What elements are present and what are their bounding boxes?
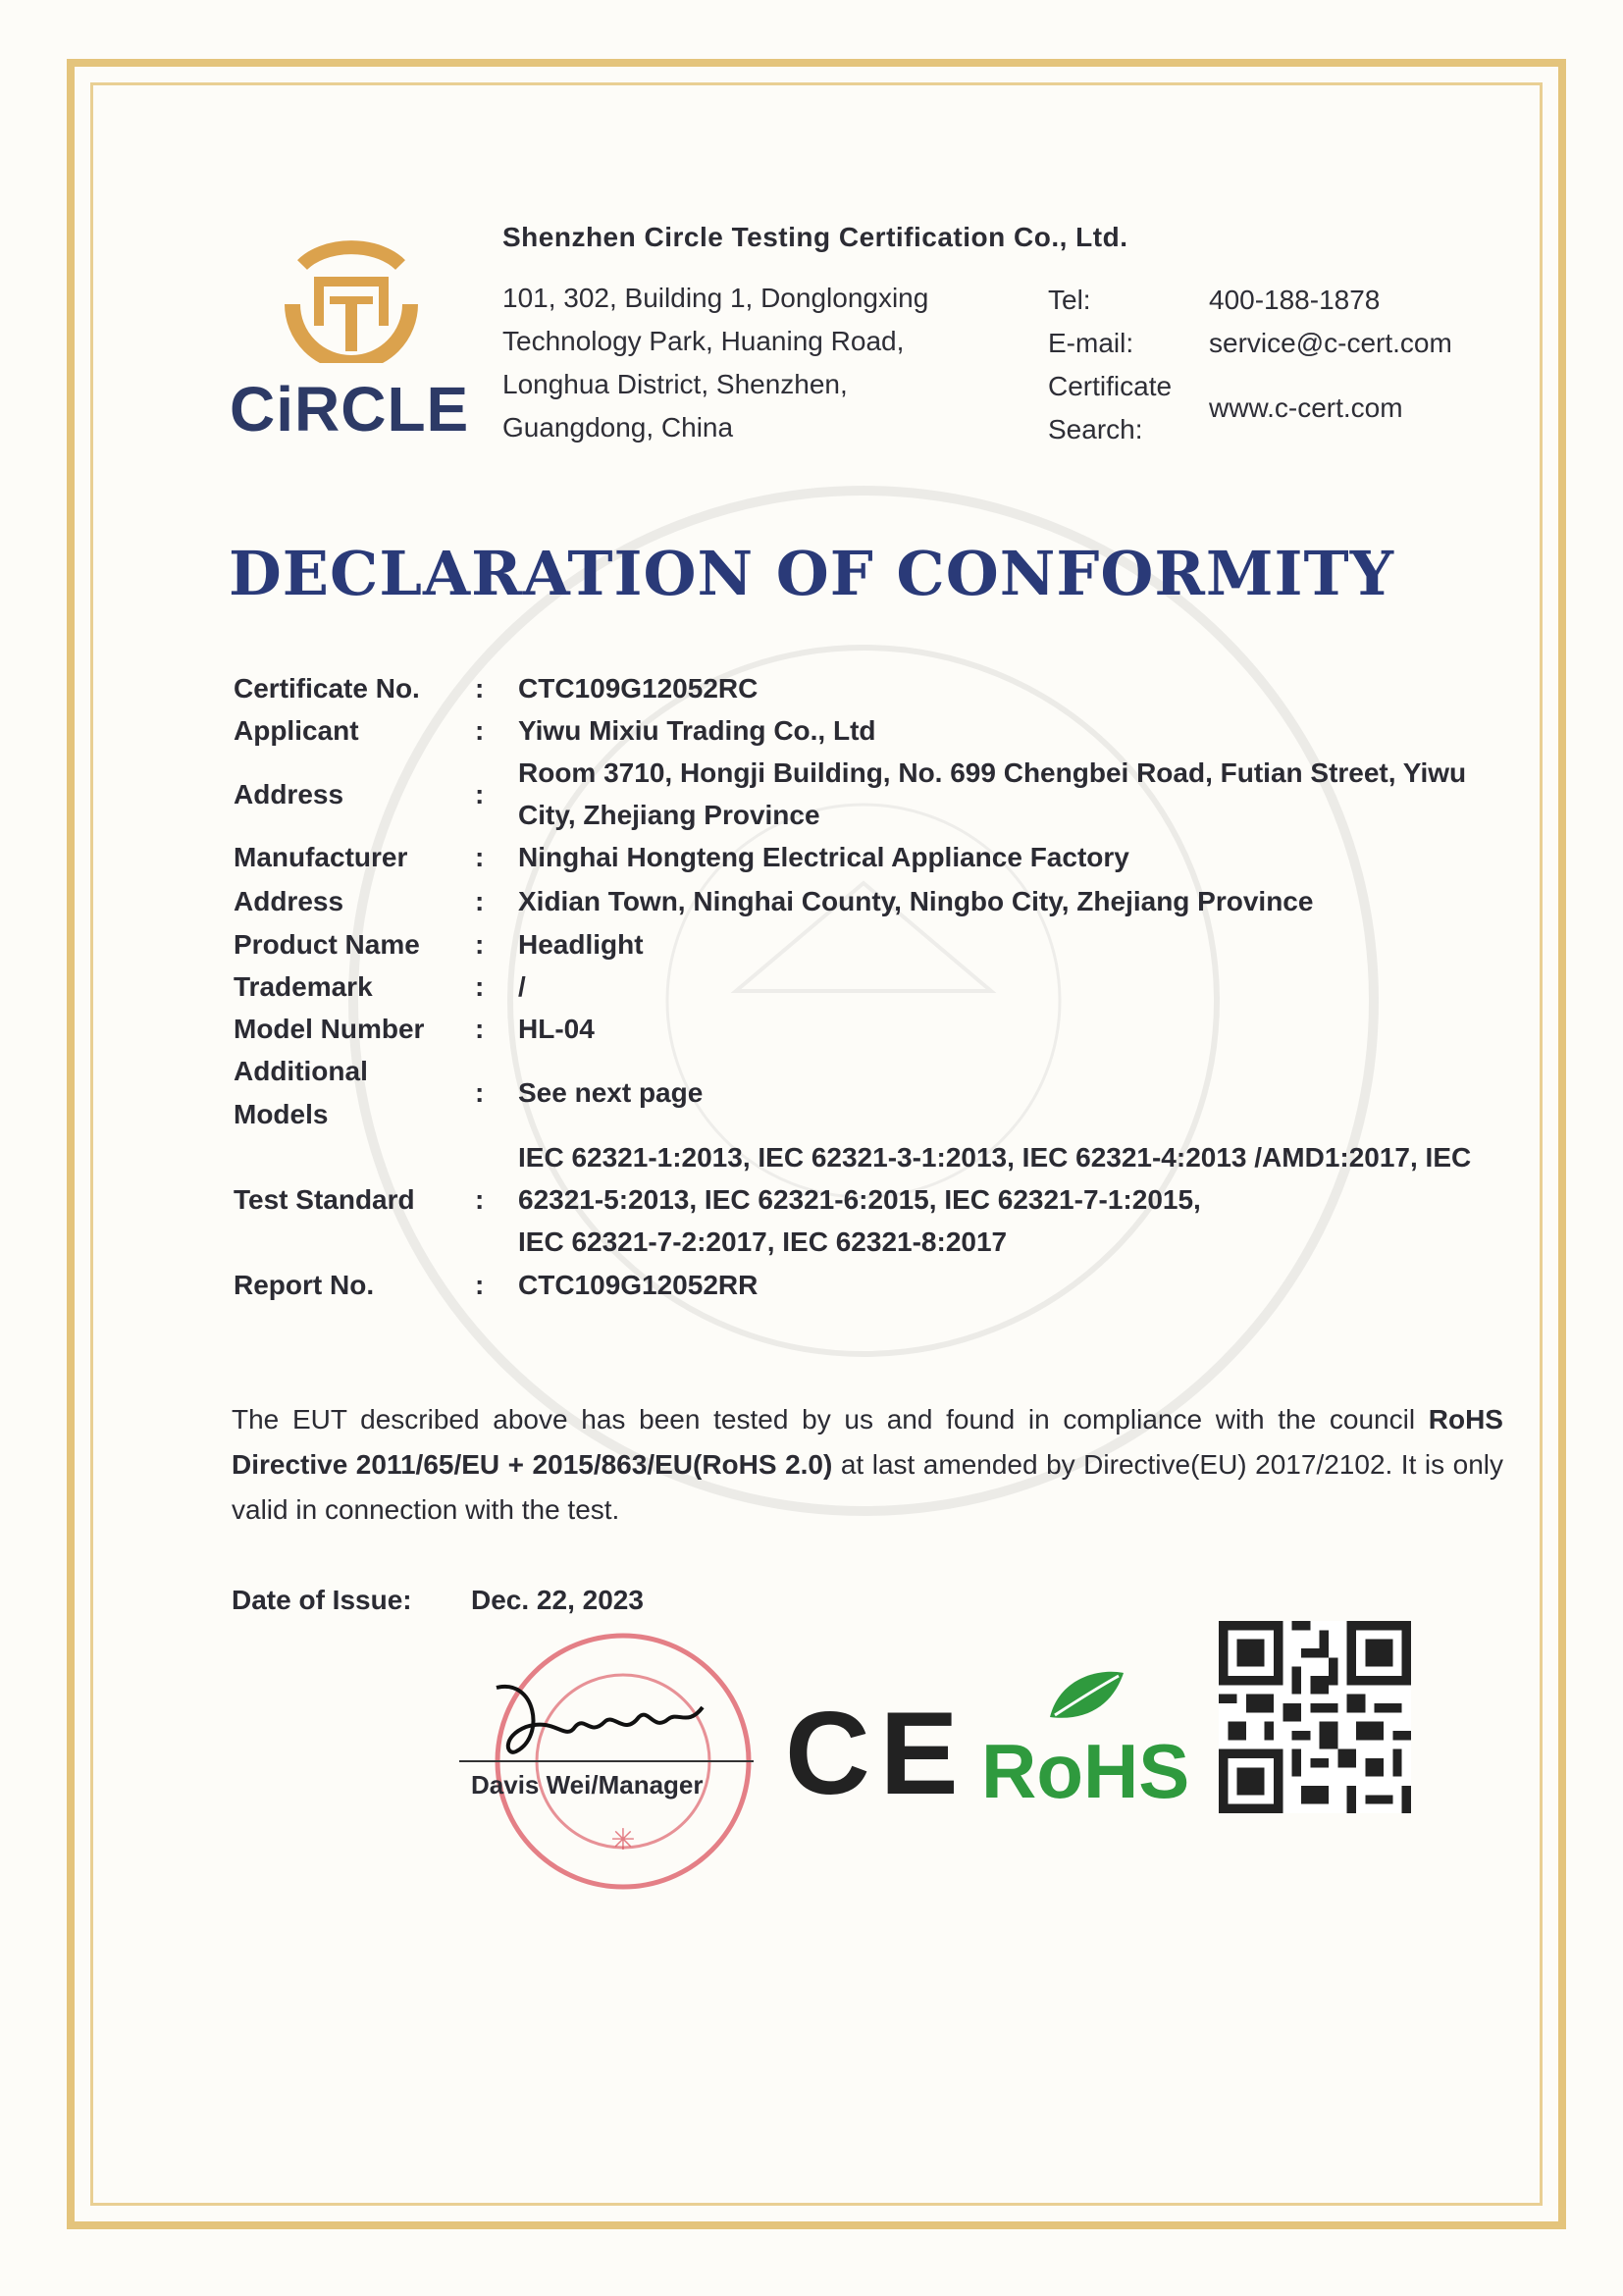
additional-models-value: See next page [518,1077,704,1108]
colon: : [475,971,485,1002]
manufacturer-address-label: Address [234,886,344,916]
additional-models-label-line2: Models [234,1099,329,1129]
tel-value: 400-188-1878 [1209,285,1381,315]
email-value[interactable]: service@c-cert.com [1209,328,1452,358]
model-number-value: HL-04 [518,1014,595,1044]
company-name: Shenzhen Circle Testing Certification Co., Ltd. [502,222,1128,252]
address-value-line2: City, Zhejiang Province [518,800,820,830]
colon: : [475,715,485,746]
applicant-value: Yiwu Mixiu Trading Co., Ltd [518,715,876,746]
document-title: DECLARATION OF CONFORMITY [229,538,1394,609]
test-standard-value-line1: IEC 62321-1:2013, IEC 62321-3-1:2013, IEC 62321-4:2013 /AMD1:2017, IEC [518,1142,1472,1173]
email-label: E-mail: [1048,328,1134,358]
applicant-label: Applicant [234,715,359,746]
signatory-name: Davis Wei/Manager [471,1770,704,1800]
colon: : [475,1077,485,1108]
product-name-value: Headlight [518,929,644,960]
report-no-value: CTC109G12052RR [518,1270,759,1300]
test-standard-value-line3: IEC 62321-7-2:2017, IEC 62321-8:2017 [518,1226,1008,1257]
qr-code-icon[interactable] [1219,1621,1411,1813]
rohs-mark: RoHS [981,1728,1190,1814]
colon: : [475,1184,485,1215]
company-address: 101, 302, Building 1, Donglongxing Technology Park, Huaning Road, Longhua District, Shenzhen, Guangdong, China [502,283,929,443]
svg-text:✳: ✳ [610,1823,636,1857]
logo-wordmark: CiRCLE [230,374,470,444]
tel-label: Tel: [1048,285,1091,315]
colon: : [475,779,485,809]
address-value-line1: Room 3710, Hongji Building, No. 699 Chengbei Road, Futian Street, Yiwu [518,757,1467,788]
manufacturer-address-value: Xidian Town, Ninghai County, Ningbo City, Zhejiang Province [518,886,1314,916]
colon: : [475,842,485,872]
colon: : [475,886,485,916]
search-label-line1: Certificate [1048,371,1173,401]
ce-mark: CE [785,1688,969,1819]
issue-date-label: Date of Issue: [232,1585,412,1615]
colon: : [475,673,485,704]
colon: : [475,1270,485,1300]
signature-icon [477,1668,722,1766]
circle-logo-icon [273,226,430,363]
trademark-label: Trademark [234,971,373,1002]
trademark-value: / [518,971,526,1002]
certificate-no-label: Certificate No. [234,673,420,704]
model-number-label: Model Number [234,1014,425,1044]
report-no-label: Report No. [234,1270,375,1300]
search-label-line2: Search: [1048,414,1143,444]
manufacturer-label: Manufacturer [234,842,408,872]
test-standard-value-line2: 62321-5:2013, IEC 62321-6:2015, IEC 62321-7-1:2015, [518,1184,1201,1215]
issue-date-value: Dec. 22, 2023 [471,1585,644,1615]
manufacturer-value: Ninghai Hongteng Electrical Appliance Factory [518,842,1129,872]
colon: : [475,1014,485,1044]
product-name-label: Product Name [234,929,420,960]
leaf-icon [1040,1668,1128,1727]
address-label: Address [234,779,344,809]
compliance-statement: The EUT described above has been tested by us and found in compliance with the council RoHS Directive 2011/65/EU + 2015/863/EU(RoHS 2.0) at last amended by Directive(EU) 2017/2102. It is only valid in connection with the test. [232,1404,1503,1525]
additional-models-label-line1: Additional [234,1056,368,1086]
colon: : [475,929,485,960]
signature-line [459,1760,754,1762]
website-link[interactable]: www.c-cert.com [1209,392,1403,423]
test-standard-label: Test Standard [234,1184,415,1215]
certificate-no-value: CTC109G12052RC [518,673,759,704]
